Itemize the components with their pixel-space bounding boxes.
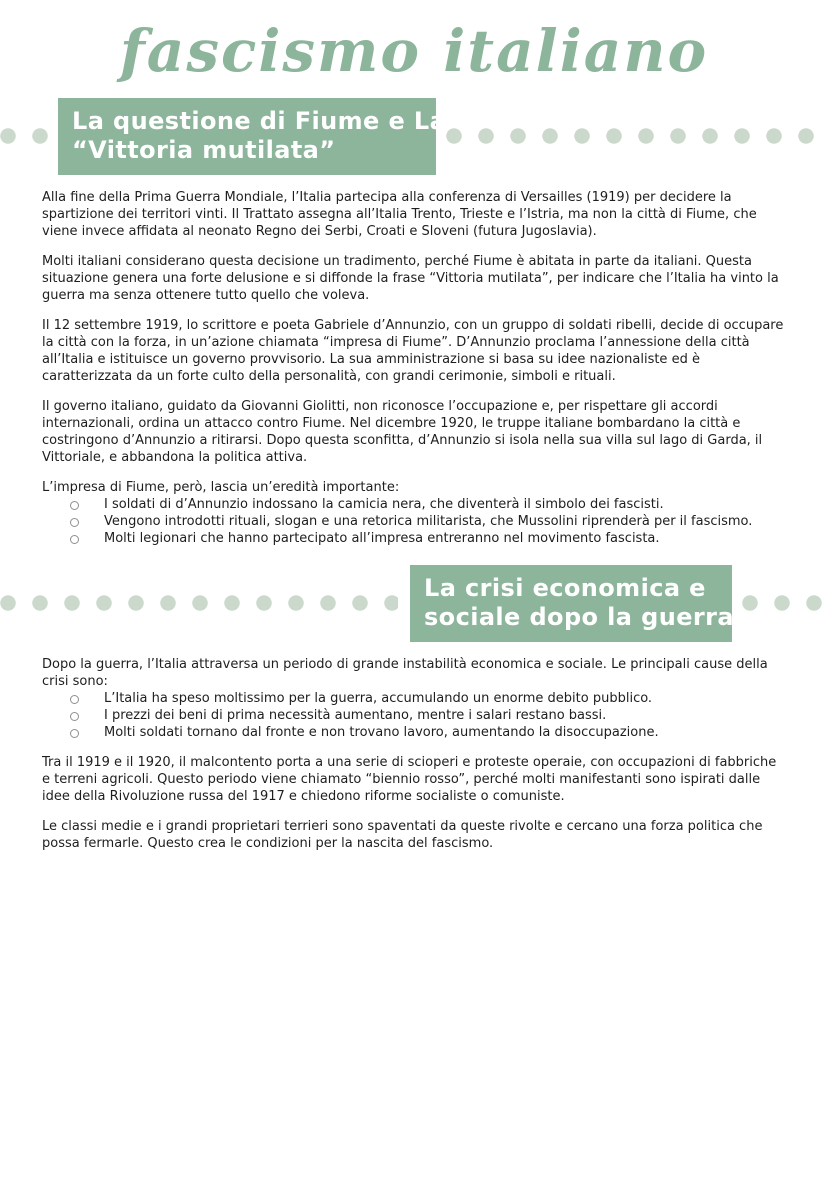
paragraph: Il governo italiano, guidato da Giovanni Giolitti, non riconosce l’occupazione e, per rispettare gli accordi internazionali, ordina un attacco contro Fiume. Nel dicembre 1920, le truppe italiane bombardano la città e costringono d’Annunzio a ritirarsi. Dopo questa sconfitta, d’Annunzio si isola nella sua villa sul lago di Garda, il Vittoriale, e abbandona la politica attiva. — [42, 398, 763, 465]
dots-decoration-right — [446, 128, 828, 144]
paragraph: Tra il 1919 e il 1920, il malcontento porta a una serie di scioperi e proteste operaie, con occupazioni di fabbriche e terreni agricoli. Questo periodo viene chiamato “biennio rosso”, perché molti manifestanti sono ispirati dalle idee della Rivoluzione russa del 1917 e chiedono riforme socialiste o comuniste. — [42, 754, 777, 804]
paragraph: Il 12 settembre 1919, lo scrittore e poeta Gabriele d’Annunzio, con un gruppo di soldati ribelli, decide di occupare la città con la forza, in un’azione chiamata “impresa di Fiume”. D’Annunzio proclama l’annessione della città all’Italia e istituisce un governo provvisorio. La sua amministrazione si basa su idee nazionaliste ed è caratterizzata da un forte culto della personalità, con grandi cerimonie, simboli e rituali. — [42, 317, 784, 384]
dots-decoration-right — [742, 595, 828, 611]
list-item: Vengono introdotti rituali, slogan e una retorica militarista, che Mussolini riprenderà per il fascismo. — [104, 513, 788, 530]
bullet-list — [42, 496, 788, 547]
section2-header-row — [0, 565, 828, 642]
section1-heading-line1: La questione di Fiume e La — [72, 106, 447, 135]
dots-decoration-left — [0, 595, 398, 611]
section1-content — [42, 189, 788, 547]
bullet-list — [42, 690, 788, 741]
list-item: I prezzi dei beni di prima necessità aumentano, mentre i salari restano bassi. — [104, 707, 788, 724]
section2-heading-line2: sociale dopo la guerra — [424, 603, 734, 632]
list-item: Molti soldati tornano dal fronte e non trovano lavoro, aumentando la disoccupazione. — [104, 724, 788, 741]
list-item: L’Italia ha speso moltissimo per la guerra, accumulando un enorme debito pubblico. — [104, 690, 788, 707]
paragraph: Le classi medie e i grandi proprietari terrieri sono spaventati da queste rivolte e cercano una forza politica che possa fermarle. Questo crea le condizioni per la nascita del fascismo. — [42, 818, 763, 851]
section2-heading-box — [410, 565, 732, 642]
section2-heading-line1: La crisi economica e — [424, 573, 706, 602]
section1-header-row — [0, 98, 828, 175]
paragraph: Molti italiani considerano questa decisione un tradimento, perché Fiume è abitata in parte da italiani. Questa situazione genera una forte delusione e si diffonde la frase “Vittoria mutilata”, per indicare che l’Italia ha vinto la guerra ma senza ottenere tutto quello che voleva. — [42, 253, 779, 303]
list-intro: L’impresa di Fiume, però, lascia un’eredità importante: — [42, 479, 400, 495]
section1-heading-box — [58, 98, 447, 175]
paragraph: Alla fine della Prima Guerra Mondiale, l’Italia partecipa alla conferenza di Versailles (1919) per decidere la spartizione dei territori vinti. Il Trattato assegna all’Italia Trento, Trieste e l’Istria, ma non la città di Fiume, che viene invece affidata al neonato Regno dei Serbi, Croati e Sloveni (futura Jugoslavia). — [42, 189, 757, 239]
list-item: I soldati di d’Annunzio indossano la camicia nera, che diventerà il simbolo dei fascisti. — [104, 496, 788, 513]
page-title: fascismo italiano — [119, 17, 709, 85]
section1-heading-line2: “Vittoria mutilata” — [72, 136, 336, 165]
section2-content — [42, 656, 788, 852]
document-page — [0, 17, 828, 1191]
list-intro: Dopo la guerra, l’Italia attraversa un periodo di grande instabilità economica e sociale. Le principali cause della crisi sono: — [42, 656, 768, 689]
list-item: Molti legionari che hanno partecipato all’impresa entreranno nel movimento fascista. — [104, 530, 788, 547]
dots-decoration-left — [0, 128, 58, 144]
